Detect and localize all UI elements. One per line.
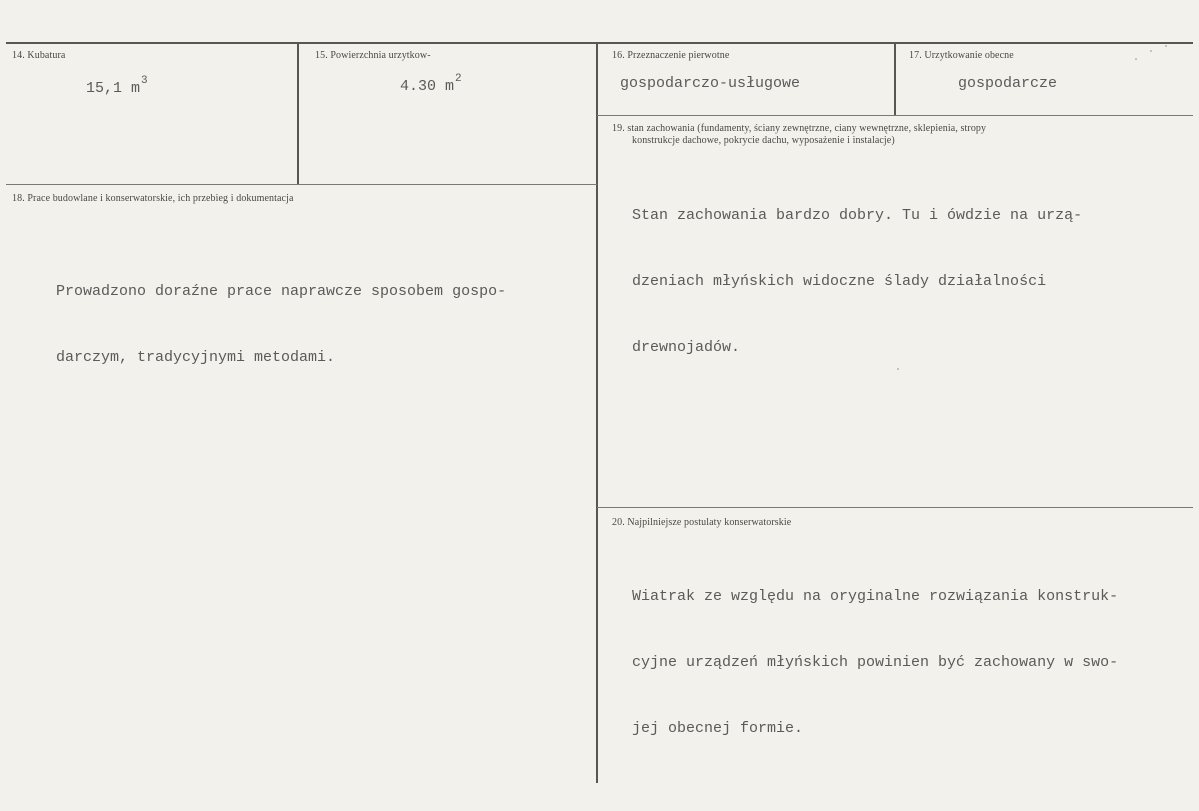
cubature-unit-sup: 3 [141,75,148,87]
field-20-text [632,542,1118,784]
field-17-value: gospodarcze [958,75,1058,92]
divider-16-17 [894,43,896,115]
text-line: Wiatrak ze względu na oryginalne rozwiązania konstruk- [632,588,1119,605]
divider-19-20 [597,507,1193,508]
text-line: drewnojadów. [632,339,741,356]
field-18-label: 18. Prace budowlane i konserwatorskie, ich przebieg i dokumentacja [12,193,294,204]
field-20-label: 20. Najpilniejsze postulaty konserwatorskie [612,517,792,528]
text-line: jej obecnej formie. [632,720,804,737]
area-unit-sup: 2 [455,73,462,85]
cubature-value: 15,1 m [86,80,141,97]
field-19-label-line1: 19. stan zachowania (fundamenty, ściany zewnętrzne, ciany wewnętrzne, sklepienia, stropy [612,123,987,134]
field-19-text [632,161,1082,403]
field-15-label: 15. Powierzchnia urzytkow- [315,50,431,61]
paper-speck [1135,58,1137,60]
divider-left-right [596,43,598,783]
field-16-value: gospodarczo-usługowe [620,75,801,92]
field-14-label: 14. Kubatura [12,50,66,61]
divider-left-row1 [6,184,597,185]
text-line: cyjne urządzeń młyńskich powinien być zachowany w swo- [632,654,1119,671]
paper-speck [897,368,899,370]
text-line: darczym, tradycyjnymi metodami. [56,349,336,366]
field-14-value [86,75,148,101]
top-border [6,42,1193,44]
paper-speck [1150,50,1152,52]
divider-14-15 [297,43,299,184]
divider-right-row1 [597,115,1193,116]
field-19-label [612,123,986,147]
field-17-label: 17. Urzytkowanie obecne [909,50,1014,61]
text-line: dzeniach młyńskich widoczne ślady działalności [632,273,1047,290]
field-15-value [400,73,462,99]
field-16-label: 16. Przeznaczenie pierwotne [612,50,730,61]
area-value: 4.30 m [400,78,455,95]
field-18-text [56,237,506,413]
field-19-label-line2: konstrukcje dachowe, pokrycie dachu, wyposażenie i instalacje) [632,135,895,146]
paper-speck [1165,45,1167,47]
text-line: Prowadzono doraźne prace naprawcze sposobem gospo- [56,283,507,300]
text-line: Stan zachowania bardzo dobry. Tu i ówdzie na urzą- [632,207,1083,224]
